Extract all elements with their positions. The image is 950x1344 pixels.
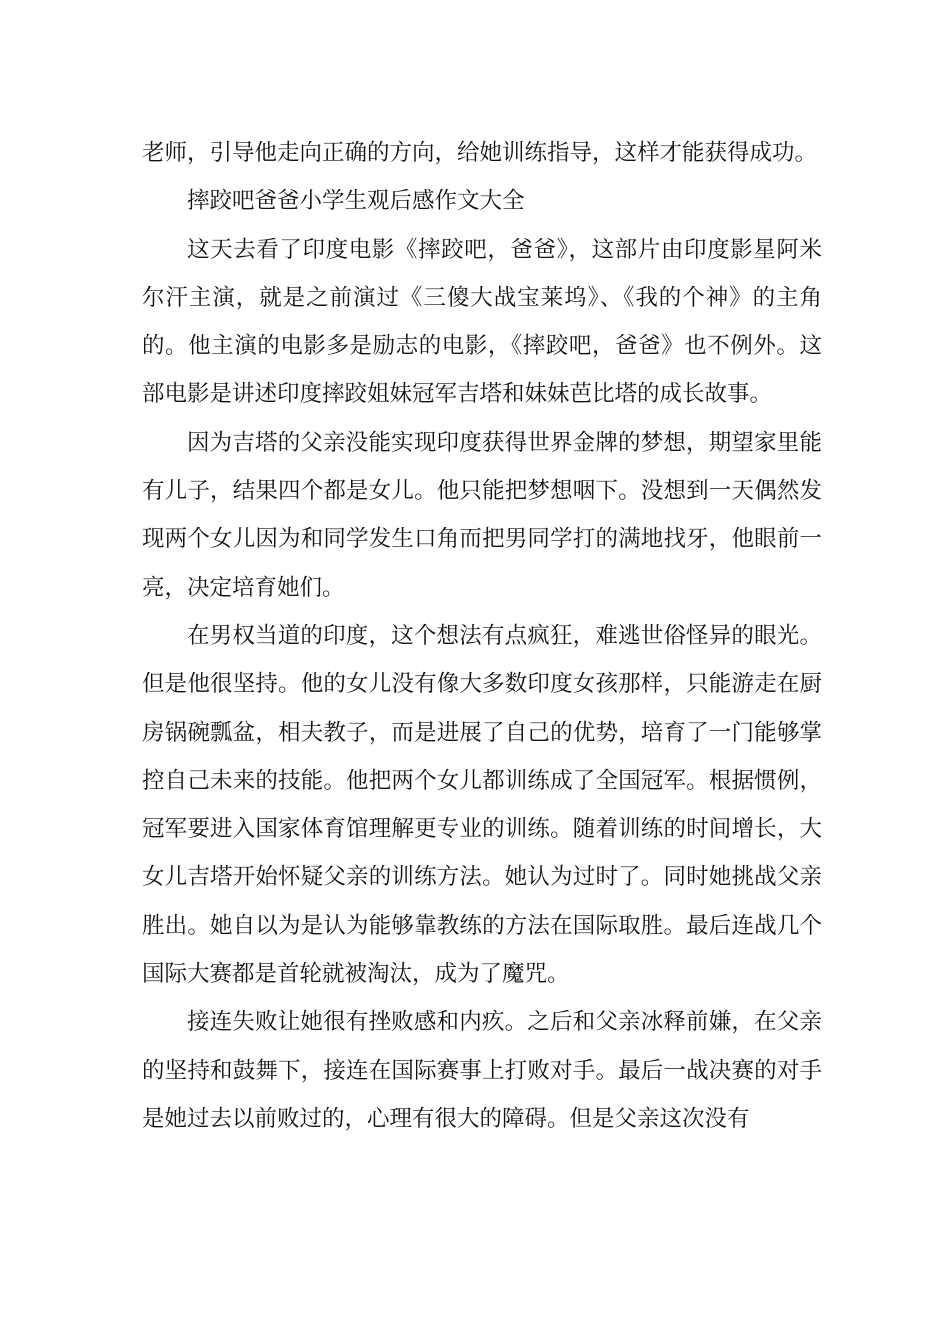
article-body [142,129,822,1143]
paragraph: 因为吉塔的父亲没能实现印度获得世界金牌的梦想，期望家里能有儿子，结果四个都是女儿。他只能把梦想咽下。没想到一天偶然发现两个女儿因为和同学发生口角而把男同学打的满地找牙，他眼前一亮，决定培育她们。 [142,429,822,601]
paragraph-continuation: 老师，引导他走向正确的方向，给她训练指导，这样才能获得成功。 [142,140,818,166]
article-title: 摔跤吧爸爸小学生观后感作文大全 [187,188,525,215]
paragraph: 接连失败让她很有挫败感和内疚。之后和父亲冰释前嫌，在父亲的坚持和鼓舞下，接连在国际赛事上打败对手。最后一战决赛的对手是她过去以前败过的，心理有很大的障碍。但是父亲这次没有 [142,1009,822,1132]
paragraph: 在男权当道的印度，这个想法有点疯狂，难逃世俗怪异的眼光。但是他很坚持。他的女儿没有像大多数印度女孩那样，只能游走在厨房锅碗瓢盆，相夫教子，而是进展了自己的优势，培育了一门能够掌控自己未来的技能。他把两个女儿都训练成了全国冠军。根据惯例，冠军要进入国家体育馆理解更专业的训练。随着训练的时间增长，大女儿吉塔开始怀疑父亲的训练方法。她认为过时了。同时她挑战父亲胜出。她自以为是认为能够靠教练的方法在国际取胜。最后连战几个国际大赛都是首轮就被淘汰，成为了魔咒。 [142,622,822,988]
paragraph: 这天去看了印度电影《摔跤吧，爸爸》，这部片由印度影星阿米尔汗主演，就是之前演过《三傻大战宝莱坞》、《我的个神》的主角的。他主演的电影多是励志的电影，《摔跤吧，爸爸》也不例外。这部电影是讲述印度摔跤姐妹冠军吉塔和妹妹芭比塔的成长故事。 [142,236,822,408]
